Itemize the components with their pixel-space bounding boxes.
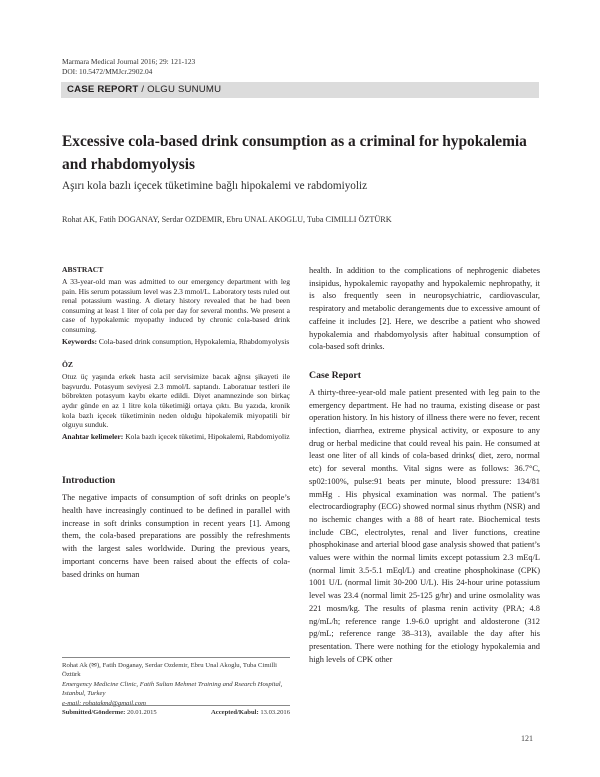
introduction-section [62,475,290,581]
introduction-text: The negative impacts of consumption of soft drinks on people’s health have increasingly continued to be defined in parallel with increase in soft drinks consumption in recent years [1]. Among them, the cola-based preparations are possibly the refreshments with the largest sales worldwide. During the previous years, important concerns have been raised about the effects of cola- based drinks on human [62,493,290,579]
journal-doi: DOI: 10.5472/MMJcr.2902.04 [62,67,153,76]
right-column [309,265,540,666]
dates-divider [62,705,290,706]
article-title: Excessive cola-based drink consumption as a criminal for hypokalemia and rhabdomyolysis [62,133,527,173]
article-type-main: CASE REPORT [67,84,139,95]
article-type-secondary: / OLGU SUNUMU [138,84,222,95]
introduction-heading: Introduction [62,475,116,487]
footnote-names: Rohat Ak (✉), Fatih Doganay, Serdar Ozdemir, Ebru Unal Akoglu, Tuba Cimilli Öztürk [62,662,277,679]
abstract-text: A 33-year-old man was admitted to our emergency department with leg pain. His serum potassium level was 2.3 mmol/L. Laboratory tests ruled out renal potassium wasting. A dietary history revealed that he had been consuming at least 1 liter of cola per day for several months. We present a case of hypokalemic myopathy induced by chronic cola-based drink consuming. [62,277,290,334]
journal-citation: Marmara Medical Journal 2016; 29: 121-123 [62,57,196,66]
oz-section [62,360,290,441]
accepted-date: Accepted/Kabul: 13.03.2016 [211,709,290,716]
journal-info [62,57,195,77]
case-report-section [309,370,540,666]
oz-keywords-text: Kola bazlı içecek tüketimi, Hipokalemi, Rabdomiyoliz [123,431,290,441]
keywords-label: Keywords: [62,336,97,346]
article-type-bar [61,82,539,98]
footnote-divider [62,657,290,658]
submitted-date: Submitted/Gönderme: 20.01.2015 [62,709,157,716]
oz-text: Otuz üç yaşında erkek hasta acil servisimize bacak ağrısı şikayeti ile başvurdu. Potasyum seviyesi 2.3 mmol/L saptandı. Laboratuar testleri ile böbrekten potasyum kaybı ekarte edildi. Diyet anamnezinde son birkaç aydır günde en az 1 litre kola tüketimiği ortaya çıktı. Bu yazıda, kronik kola bazlı içecek tüketiminin neden olduğu hipokalemik miyopatili bir olguyu sunduk. [62,372,290,430]
abstract-section [62,265,290,346]
submission-dates [62,709,290,716]
case-report-text: A thirty-three-year-old male patient presented with leg pain to the emergency department. He had no trauma, existing disease or past operation history. In his history of illness there were no fever, recent infection, diarrhea, extreme physical activity, or exposure to any drug or herbal medicine that could reveal his pain. He consumed at least one liter of all kinds of cola-based drinks( diet, zero, normal etc) for several months. Vital signs were as follows: 36.7°C, sp02:100%, pulse:91 beats per minute, blood pressure: 134/81 mmHg . His physical examination was normal. The patient’s electrocardiography (ECG) showed normal sinus rhythm (NSR) and no ischemic changes with a 88 of heart rate. Biochemical tests include CBC, electrolytes, renal and liver functions, creatine phosphokinase and arterial blood gase analysis showed that patient’s values were within the normal limits except potassium 2.3 mEq/L (normal limit 3.5-5.1 mEql/L) and creatine phosphokinase (CPK) 1001 U/L (normal limit 30-200 U/L). His 24-hour urine potassium level was 23.4 (normal limit 25-125 g/hr) and urine osmolality was 221 mosm/kg. The results of plasma renin activity (PRA; 4.8 ng/mL/h; reference range 1.9-6.0 upright and aldosterone (312 pg/mL; reference range 38–313), available the day after his presentation. There were nothing for the etiology hypokalemia and high levels of CPK other [309,387,540,664]
oz-heading: ÖZ [62,360,73,370]
abstract-keywords [62,337,290,347]
author-footnote [62,661,290,708]
left-column [62,265,290,581]
footnote-affiliation: Emergency Medicine Clinic, Fatih Sultan Mehmet Training and Rsearch Hospital, Istanbul, Turkey [62,680,283,698]
abstract-heading: ABSTRACT [62,265,104,274]
page-number: 121 [521,734,533,743]
oz-keywords [62,432,290,442]
introduction-continued: health. In addition to the complications of nephrogenic diabetes insipidus, hypokalemic rayopathy and hypokalemic nephropathy, it is also frequently seen in neuropsychiatric, cardiovascular, respiratory and metabolic derangements due to excessive amount of caffeine it includes [2]. Here, we describe a patient who showed hypokalemia and rhabdomyolysis after habitual consumption of cola-based soft drinks. [309,266,540,352]
footnote-email: e-mail: rohatakmd@gmail.com [62,699,146,707]
author-list: Rohat AK, Fatih DOGANAY, Serdar OZDEMIR, Ebru UNAL AKOGLU, Tuba CIMILLI ÖZTÜRK [62,215,392,224]
case-report-heading: Case Report [309,369,361,381]
article-subtitle: Aşırı kola bazlı içecek tüketimine bağlı hipokalemi ve rabdomiyoliz [62,180,368,192]
oz-keywords-label: Anahtar kelimeler: [62,431,124,441]
keywords-text: Cola-based drink consumption, Hypokalemia, Rhabdomyolysis [97,336,290,346]
